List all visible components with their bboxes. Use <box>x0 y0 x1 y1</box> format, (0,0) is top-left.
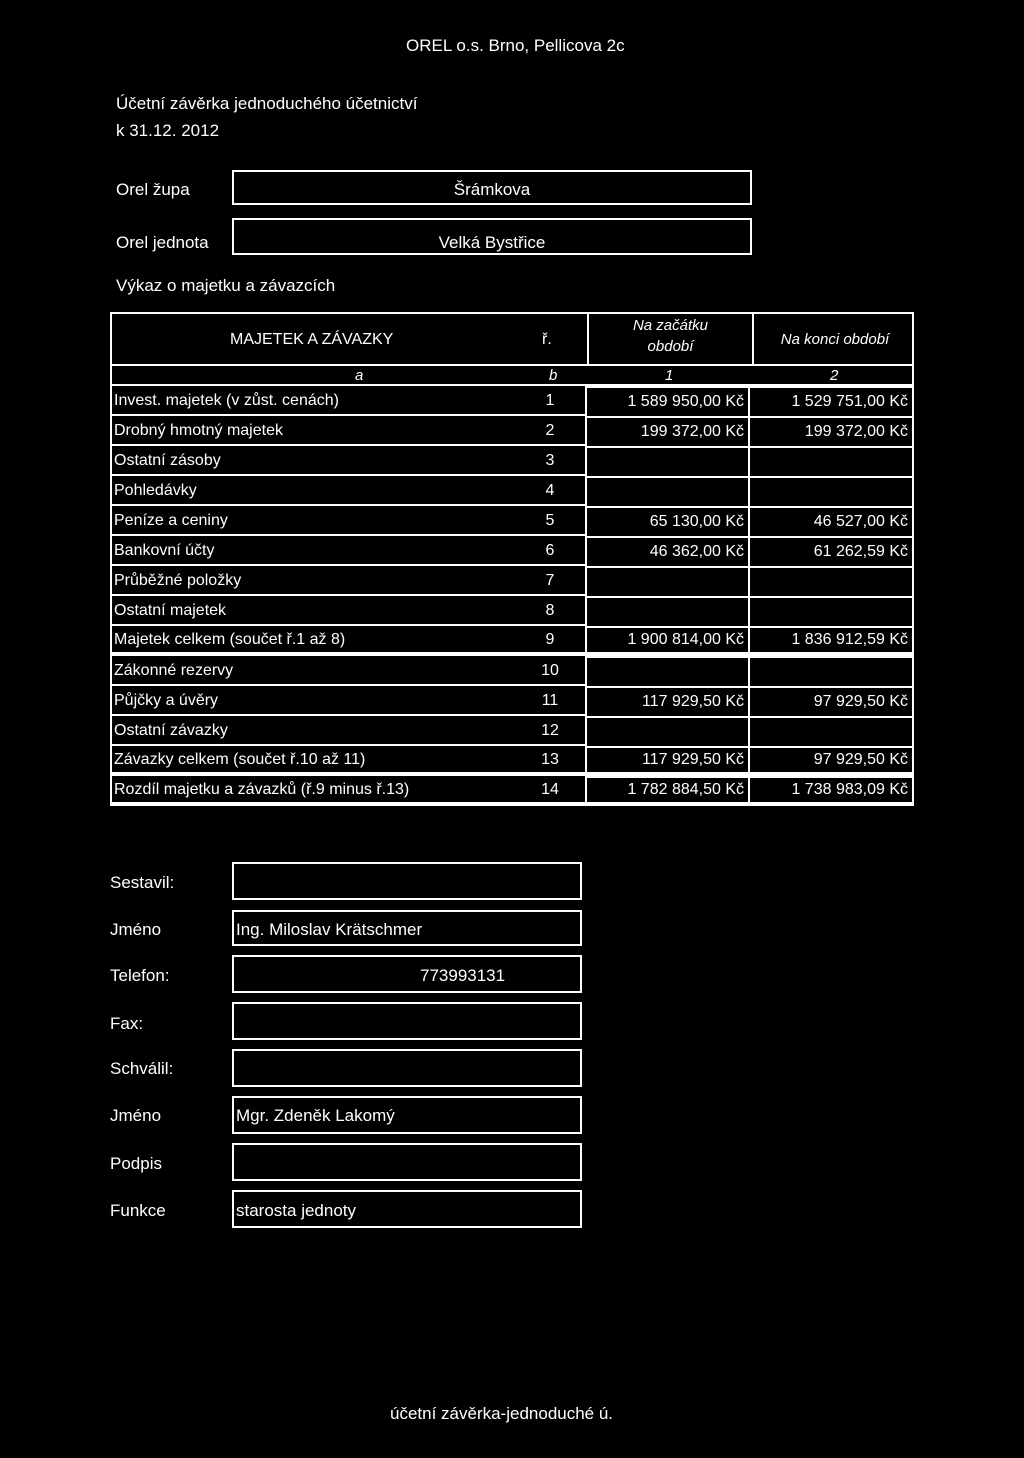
row-number: 10 <box>541 662 559 679</box>
row-value-end: 1 836 912,59 Kč <box>750 626 914 654</box>
row-number: 13 <box>541 751 559 768</box>
row-label: Drobný hmotný majetek <box>110 416 515 446</box>
jmeno2-value: Mgr. Zdeněk Lakomý <box>236 1106 395 1125</box>
table-header <box>110 312 914 364</box>
table-row <box>110 476 914 506</box>
row-value-start <box>585 476 750 506</box>
fax-field <box>232 1002 582 1040</box>
row-label: Majetek celkem (součet ř.1 až 8) <box>110 626 515 654</box>
row-value-start: 117 929,50 Kč <box>585 746 750 774</box>
document-title: Účetní závěrka jednoduchého účetnictví <box>116 94 418 113</box>
table-row <box>110 626 914 656</box>
footer-text: účetní závěrka-jednoduché ú. <box>390 1404 614 1423</box>
row-rule <box>110 772 585 774</box>
row-value-end: 199 372,00 Kč <box>750 416 914 446</box>
row-value-end: 97 929,50 Kč <box>750 686 914 716</box>
row-rule <box>110 802 585 804</box>
header-col-2: Na konci období <box>752 312 916 366</box>
row-label: Peníze a ceniny <box>110 506 515 536</box>
header-col-a: MAJETEK A ZÁVAZKY <box>230 331 394 348</box>
row-value-end <box>750 566 914 596</box>
table-row <box>110 596 914 626</box>
row-number: 6 <box>545 542 555 559</box>
table-row <box>110 686 914 716</box>
index-a: a <box>355 367 364 384</box>
telefon-value: 773993131 <box>420 966 506 985</box>
table-row <box>110 656 914 686</box>
table-body <box>110 386 914 806</box>
zupa-value: Šrámkova <box>453 180 531 199</box>
row-label: Ostatní zásoby <box>110 446 515 476</box>
table-row <box>110 536 914 566</box>
telefon-label: Telefon: <box>110 966 170 985</box>
header-col-b: ř. <box>542 331 552 348</box>
jednota-value: Velká Bystřice <box>438 233 546 252</box>
row-label: Ostatní závazky <box>110 716 515 746</box>
table-row <box>110 566 914 596</box>
row-value-start: 1 782 884,50 Kč <box>585 776 750 804</box>
row-value-start: 117 929,50 Kč <box>585 686 750 716</box>
row-rule <box>110 652 585 654</box>
table-row <box>110 386 914 416</box>
table-row <box>110 776 914 806</box>
row-label: Zákonné rezervy <box>110 656 515 686</box>
row-value-end <box>750 716 914 746</box>
fax-label: Fax: <box>110 1014 144 1033</box>
row-value-end <box>750 446 914 476</box>
row-value-end: 46 527,00 Kč <box>750 506 914 536</box>
row-value-end <box>750 656 914 686</box>
zupa-label: Orel župa <box>116 180 190 199</box>
row-number: 9 <box>545 631 555 648</box>
index-b: b <box>549 367 558 384</box>
report-title: Výkaz o majetku a závazcích <box>116 276 336 295</box>
jmeno1-label: Jméno <box>110 920 162 939</box>
row-value-start: 1 900 814,00 Kč <box>585 626 750 654</box>
header-col-1 <box>587 312 752 366</box>
row-number: 14 <box>541 781 559 798</box>
row-value-end <box>750 476 914 506</box>
row-label: Bankovní účty <box>110 536 515 566</box>
row-value-end <box>750 596 914 626</box>
row-number: 12 <box>541 722 559 739</box>
row-number: 8 <box>545 602 555 619</box>
row-value-start <box>585 446 750 476</box>
header-col-1-line2: období <box>647 338 694 355</box>
row-label: Průběžné položky <box>110 566 515 596</box>
podpis-label: Podpis <box>110 1154 162 1173</box>
schvalil-label: Schválil: <box>110 1059 174 1078</box>
table-row <box>110 506 914 536</box>
row-number: 2 <box>545 422 555 439</box>
row-label: Pohledávky <box>110 476 515 506</box>
table-row <box>110 446 914 476</box>
row-number: 1 <box>545 392 555 409</box>
sestavil-field <box>232 862 582 900</box>
jmeno2-label: Jméno <box>110 1106 162 1125</box>
row-value-start: 46 362,00 Kč <box>585 536 750 566</box>
index-1: 1 <box>665 367 674 384</box>
row-value-start: 1 589 950,00 Kč <box>585 386 750 416</box>
row-value-end: 97 929,50 Kč <box>750 746 914 774</box>
table-index-row <box>110 364 914 386</box>
row-value-start <box>585 566 750 596</box>
sestavil-label: Sestavil: <box>110 873 175 892</box>
row-value-end: 61 262,59 Kč <box>750 536 914 566</box>
schvalil-field <box>232 1049 582 1087</box>
row-value-start <box>585 596 750 626</box>
row-label: Ostatní majetek <box>110 596 515 626</box>
jmeno1-value: Ing. Miloslav Krätschmer <box>236 920 423 939</box>
table-row <box>110 746 914 776</box>
row-number: 7 <box>545 572 555 589</box>
row-number: 4 <box>545 482 555 499</box>
funkce-label: Funkce <box>110 1201 166 1220</box>
telefon-field <box>232 955 582 993</box>
date-line: k 31.12. 2012 <box>116 121 220 140</box>
row-value-start <box>585 716 750 746</box>
row-number: 3 <box>545 452 555 469</box>
row-label: Závazky celkem (součet ř.10 až 11) <box>110 746 515 774</box>
table-row <box>110 416 914 446</box>
podpis-field <box>232 1143 582 1181</box>
jednota-label: Orel jednota <box>116 233 209 252</box>
row-value-start: 199 372,00 Kč <box>585 416 750 446</box>
row-value-end: 1 529 751,00 Kč <box>750 386 914 416</box>
header-col-1-line1: Na začátku <box>632 317 709 334</box>
row-value-start <box>585 656 750 686</box>
row-number: 11 <box>541 692 559 709</box>
row-label: Rozdíl majetku a závazků (ř.9 minus ř.13) <box>110 776 515 804</box>
index-2: 2 <box>830 367 839 384</box>
row-label: Invest. majetek (v zůst. cenách) <box>110 386 515 416</box>
funkce-value: starosta jednoty <box>236 1201 357 1220</box>
org-address: OREL o.s. Brno, Pellicova 2c <box>406 36 625 55</box>
assets-liabilities-table <box>110 312 914 806</box>
row-label: Půjčky a úvěry <box>110 686 515 716</box>
row-value-start: 65 130,00 Kč <box>585 506 750 536</box>
row-value-end: 1 738 983,09 Kč <box>750 776 914 804</box>
table-row <box>110 716 914 746</box>
row-number: 5 <box>545 512 555 529</box>
